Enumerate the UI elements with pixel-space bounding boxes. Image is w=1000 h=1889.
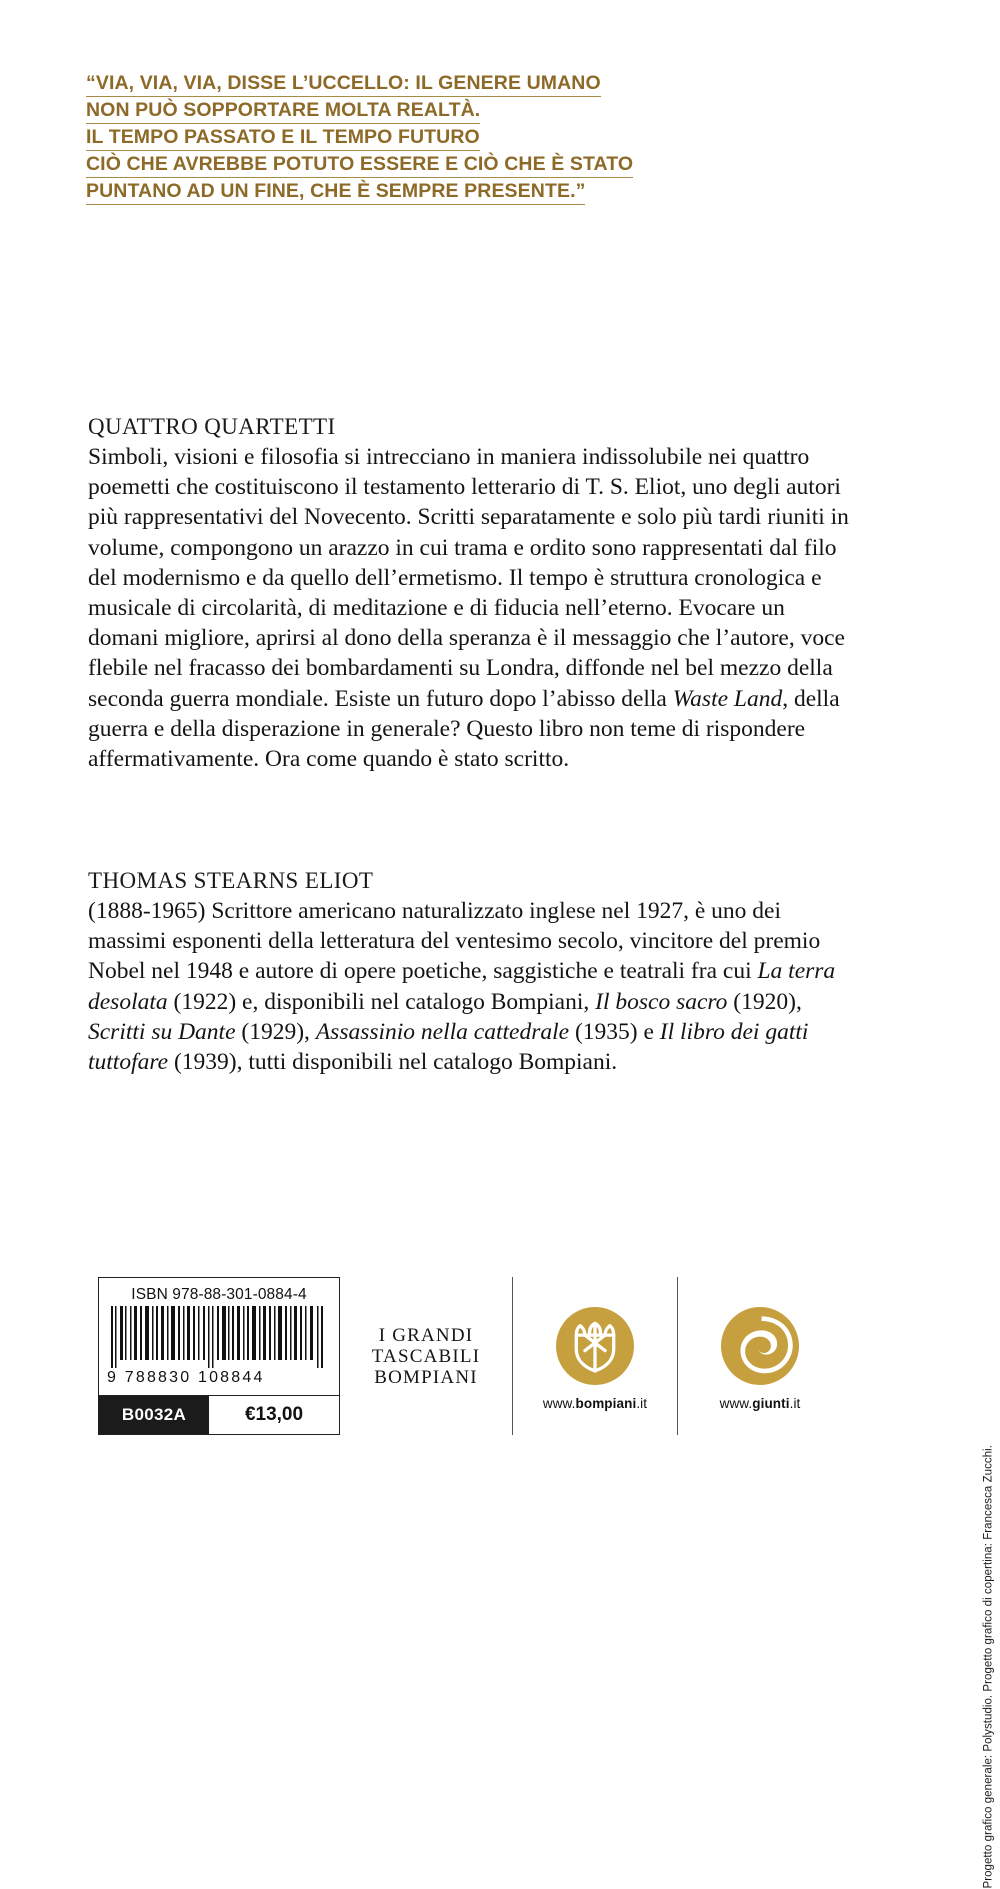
bio-paragraph [88,896,858,1077]
bompiani-url-prefix: www. [542,1396,576,1411]
quote-line-3-text: IL TEMPO PASSATO E IL TEMPO FUTURO [86,126,480,151]
bio-work-4: Assassinio nella cattedrale [315,1018,570,1045]
bio-text-1: (1888-1965) Scrittore americano naturalizzato inglese nel 1927, è uno dei massimi esponenti della letteratura del ventesimo secolo, vincitore del premio Nobel nel 1948 e autore di opere poetiche, saggistiche e teatrali fra cui [88,898,821,985]
bompiani-url [543,1396,647,1411]
blurb-text-1: Simboli, visioni e filosofia si intrecciano in maniera indissolubile nei quattro poemetti che costituiscono il testamento letterario di T. S. Eliot, uno degli autori più rappresentativi del Novecento. Scritti separatamente e solo più tardi riuniti in volume, compongono un arazzo in cui trama e ordito sono rappresentati dal filo del modernismo e da quello dell’ermetismo. Il tempo è struttura cronologica e musicale di circolarità, di meditazione e di fiducia nell’eterno. Evocare un domani migliore, aprirsi al dono della speranza è il messaggio che l’autore, voce flebile nel fracasso dei bombardamenti su Londra, diffonde nel bel mezzo della seconda guerra mondiale. Esiste un futuro dopo l’abisso della [88,444,849,712]
quote-line-4 [86,151,886,178]
author-bio [88,866,858,1077]
bio-text-2: (1922) e, disponibili nel catalogo Bompiani, [167,988,596,1015]
cover-footer [98,1277,842,1435]
product-code: B0032A [99,1396,209,1434]
blurb-title: QUATTRO QUARTETTI [88,414,336,439]
barcode-block [98,1277,340,1435]
blurb-text-2: , della guerra e della disperazione in generale? Questo libro non teme di rispondere affermativamente. Ora come quando è stato scritto. [88,685,840,773]
quote-line-3 [86,124,886,151]
bompiani-url-name: bompiani [575,1396,637,1411]
quote-line-4-text: CIÒ CHE AVREBBE POTUTO ESSERE E CIÒ CHE È STATO [86,153,633,178]
price-row [99,1395,339,1434]
bompiani-url-suffix: .it [636,1396,648,1411]
bio-work-1: La terra desolata [88,958,836,1015]
author-name: THOMAS STEARNS ELIOT [88,868,374,893]
giunti-url-suffix: .it [789,1396,801,1411]
book-blurb [88,412,858,774]
bio-work-3: Scritti su Dante [88,1018,236,1045]
quote-line-5 [86,178,886,205]
series-name [372,1325,481,1388]
barcode-digits: 9 788830 108844 [107,1369,265,1386]
series-line-3: BOMPIANI [374,1366,478,1388]
bio-work-2: Il bosco sacro [595,988,728,1015]
giunti-spiral-icon [721,1307,799,1385]
price-value: €13,00 [209,1396,339,1434]
bompiani-shield-icon [556,1307,634,1385]
giunti-url [720,1396,801,1411]
bio-work-5: Il libro dei gatti tuttofare [88,1018,809,1076]
design-credit: Progetto grafico generale: Polystudio. Progetto grafico di copertina: Francesca Zucchi. [982,1445,994,1889]
bio-text-3: (1920), [727,988,802,1015]
series-imprint [340,1277,513,1435]
publisher-giunti[interactable] [678,1277,842,1435]
giunti-url-name: giunti [752,1396,790,1411]
isbn-label: ISBN 978-88-301-0884-4 [131,1286,307,1303]
publisher-bompiani[interactable] [513,1277,678,1435]
blurb-italic-title: Waste Land [672,685,783,712]
giunti-url-prefix: www. [719,1396,753,1411]
series-line-1: I GRANDI [378,1324,474,1346]
barcode-bars-icon [109,1306,329,1368]
quote-line-2-text: NON PUÒ SOPPORTARE MOLTA REALTÀ. [86,99,480,124]
bio-text-5: (1935) e [569,1018,660,1045]
quote-line-2 [86,97,886,124]
quote-line-1 [86,70,886,97]
quote-line-5-text: PUNTANO AD UN FINE, CHE È SEMPRE PRESENTE.” [86,180,585,205]
blurb-paragraph [88,442,858,774]
series-line-2: TASCABILI [371,1345,481,1367]
quote-line-1-text: “VIA, VIA, VIA, DISSE L’UCCELLO: IL GENERE UMANO [86,72,601,97]
bio-text-4: (1929), [235,1018,316,1045]
bio-text-6: (1939), tutti disponibili nel catalogo Bompiani. [168,1049,618,1076]
cover-quote [86,70,886,205]
